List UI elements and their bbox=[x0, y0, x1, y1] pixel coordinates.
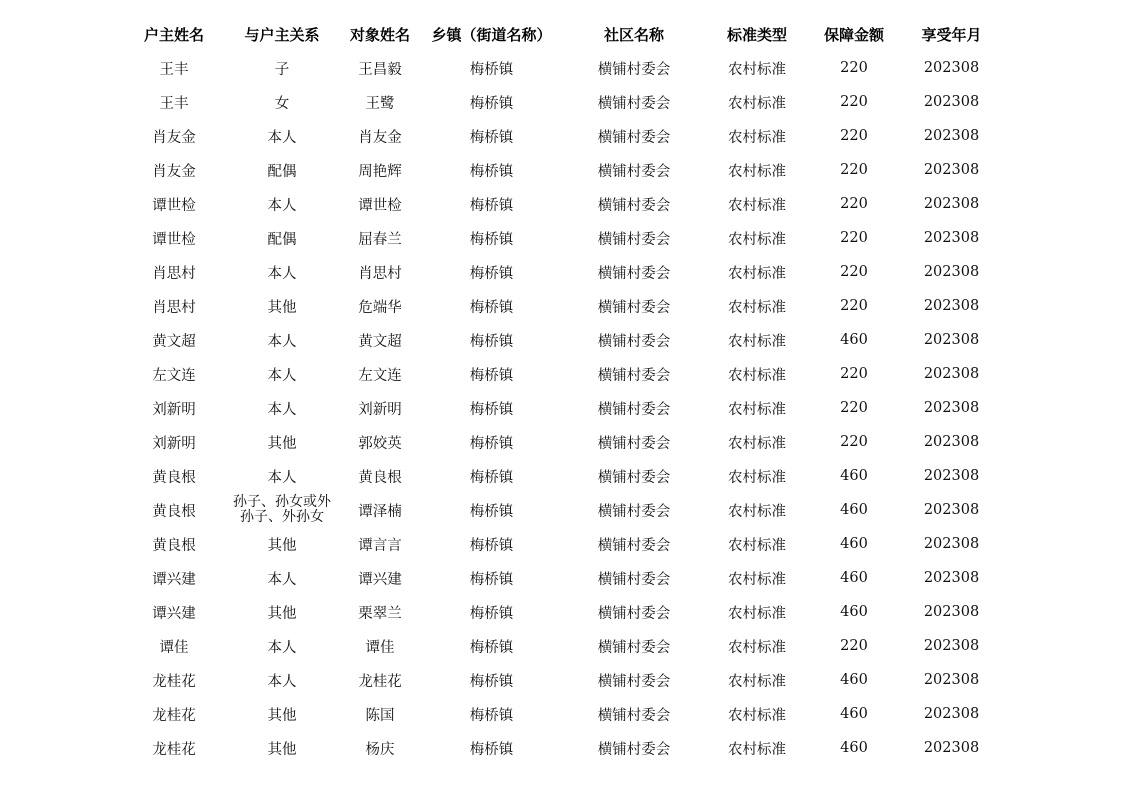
cell-township: 梅桥镇 bbox=[469, 435, 514, 452]
cell-benefit-month: 202308 bbox=[923, 196, 980, 212]
table-row bbox=[120, 119, 1000, 153]
cell-standard-type: 农村标准 bbox=[728, 741, 786, 758]
cell-subsidy-amount: 220 bbox=[840, 196, 868, 212]
header-standard-type: 标准类型 bbox=[726, 25, 787, 44]
cell-standard-type: 农村标准 bbox=[728, 61, 786, 78]
table-row bbox=[120, 51, 1000, 85]
cell-subsidy-amount: 220 bbox=[840, 638, 868, 654]
cell-subsidy-amount: 220 bbox=[840, 230, 868, 246]
cell-beneficiary-name: 谭言言 bbox=[358, 537, 402, 554]
cell-community-name: 横铺村委会 bbox=[597, 605, 671, 622]
cell-standard-type: 农村标准 bbox=[728, 503, 786, 520]
cell-relation-to-head: 其他 bbox=[267, 707, 297, 724]
table-row bbox=[120, 425, 1000, 459]
cell-relation-to-head: 孙子、孙女或外孙子、外孙女 bbox=[233, 494, 331, 525]
cell-relation-to-head: 本人 bbox=[267, 333, 297, 350]
header-benefit-month: 享受年月 bbox=[921, 25, 982, 44]
cell-benefit-month: 202308 bbox=[923, 604, 980, 620]
cell-household-head-name: 肖思村 bbox=[152, 299, 196, 316]
cell-subsidy-amount: 460 bbox=[840, 536, 868, 552]
cell-township: 梅桥镇 bbox=[469, 401, 514, 418]
cell-community-name: 横铺村委会 bbox=[597, 469, 671, 486]
cell-community-name: 横铺村委会 bbox=[597, 129, 671, 146]
roster-table bbox=[120, 17, 1000, 765]
table-row bbox=[120, 493, 1000, 527]
cell-subsidy-amount: 460 bbox=[840, 706, 868, 722]
cell-beneficiary-name: 谭佳 bbox=[365, 639, 395, 656]
cell-household-head-name: 王丰 bbox=[159, 61, 189, 78]
cell-standard-type: 农村标准 bbox=[728, 95, 786, 112]
table-row bbox=[120, 595, 1000, 629]
cell-relation-to-head: 本人 bbox=[267, 129, 297, 146]
header-household-head-name: 户主姓名 bbox=[143, 25, 204, 44]
cell-standard-type: 农村标准 bbox=[728, 673, 786, 690]
cell-relation-to-head: 本人 bbox=[267, 265, 297, 282]
cell-township: 梅桥镇 bbox=[469, 61, 514, 78]
cell-township: 梅桥镇 bbox=[469, 197, 514, 214]
cell-relation-to-head: 本人 bbox=[267, 197, 297, 214]
cell-community-name: 横铺村委会 bbox=[597, 707, 671, 724]
cell-township: 梅桥镇 bbox=[469, 231, 514, 248]
cell-relation-to-head: 其他 bbox=[267, 299, 297, 316]
cell-township: 梅桥镇 bbox=[469, 129, 514, 146]
cell-subsidy-amount: 460 bbox=[840, 332, 868, 348]
cell-township: 梅桥镇 bbox=[469, 95, 514, 112]
cell-community-name: 横铺村委会 bbox=[597, 367, 671, 384]
cell-relation-to-head: 配偶 bbox=[267, 163, 297, 180]
cell-subsidy-amount: 460 bbox=[840, 604, 868, 620]
cell-beneficiary-name: 杨庆 bbox=[365, 741, 395, 758]
table-row bbox=[120, 697, 1000, 731]
cell-beneficiary-name: 肖思村 bbox=[358, 265, 402, 282]
cell-community-name: 横铺村委会 bbox=[597, 61, 671, 78]
header-township: 乡镇（街道名称） bbox=[431, 25, 552, 44]
cell-township: 梅桥镇 bbox=[469, 299, 514, 316]
cell-household-head-name: 王丰 bbox=[159, 95, 189, 112]
cell-community-name: 横铺村委会 bbox=[597, 95, 671, 112]
cell-subsidy-amount: 220 bbox=[840, 60, 868, 76]
cell-household-head-name: 谭兴建 bbox=[152, 571, 196, 588]
table-row bbox=[120, 289, 1000, 323]
cell-relation-to-head: 本人 bbox=[267, 367, 297, 384]
cell-beneficiary-name: 谭兴建 bbox=[358, 571, 402, 588]
cell-beneficiary-name: 王鹭 bbox=[365, 95, 395, 112]
cell-household-head-name: 谭佳 bbox=[159, 639, 189, 656]
cell-beneficiary-name: 左文连 bbox=[358, 367, 402, 384]
cell-township: 梅桥镇 bbox=[469, 741, 514, 758]
cell-subsidy-amount: 460 bbox=[840, 468, 868, 484]
cell-relation-to-head: 女 bbox=[274, 95, 290, 112]
cell-household-head-name: 黄良根 bbox=[152, 503, 196, 520]
cell-beneficiary-name: 郭姣英 bbox=[358, 435, 402, 452]
cell-household-head-name: 左文连 bbox=[152, 367, 196, 384]
cell-benefit-month: 202308 bbox=[923, 264, 980, 280]
cell-benefit-month: 202308 bbox=[923, 94, 980, 110]
header-relation-to-head: 与户主关系 bbox=[244, 25, 320, 44]
cell-beneficiary-name: 谭泽楠 bbox=[358, 503, 402, 520]
cell-township: 梅桥镇 bbox=[469, 469, 514, 486]
cell-township: 梅桥镇 bbox=[469, 571, 514, 588]
table-row bbox=[120, 731, 1000, 765]
cell-benefit-month: 202308 bbox=[923, 672, 980, 688]
table-row bbox=[120, 153, 1000, 187]
cell-township: 梅桥镇 bbox=[469, 707, 514, 724]
cell-community-name: 横铺村委会 bbox=[597, 299, 671, 316]
cell-subsidy-amount: 220 bbox=[840, 128, 868, 144]
cell-beneficiary-name: 栗翠兰 bbox=[358, 605, 402, 622]
cell-household-head-name: 肖思村 bbox=[152, 265, 196, 282]
cell-township: 梅桥镇 bbox=[469, 367, 514, 384]
cell-standard-type: 农村标准 bbox=[728, 231, 786, 248]
cell-standard-type: 农村标准 bbox=[728, 435, 786, 452]
cell-township: 梅桥镇 bbox=[469, 673, 514, 690]
table-row bbox=[120, 459, 1000, 493]
cell-community-name: 横铺村委会 bbox=[597, 265, 671, 282]
cell-beneficiary-name: 危端华 bbox=[358, 299, 402, 316]
table-header bbox=[120, 17, 1000, 51]
cell-standard-type: 农村标准 bbox=[728, 197, 786, 214]
table-row bbox=[120, 187, 1000, 221]
cell-township: 梅桥镇 bbox=[469, 605, 514, 622]
cell-community-name: 横铺村委会 bbox=[597, 673, 671, 690]
cell-benefit-month: 202308 bbox=[923, 128, 980, 144]
cell-household-head-name: 肖友金 bbox=[152, 129, 196, 146]
cell-standard-type: 农村标准 bbox=[728, 401, 786, 418]
cell-benefit-month: 202308 bbox=[923, 468, 980, 484]
cell-beneficiary-name: 周艳辉 bbox=[358, 163, 402, 180]
cell-relation-to-head: 其他 bbox=[267, 605, 297, 622]
cell-household-head-name: 刘新明 bbox=[152, 435, 196, 452]
table-row bbox=[120, 323, 1000, 357]
table-row bbox=[120, 391, 1000, 425]
table-row bbox=[120, 357, 1000, 391]
cell-subsidy-amount: 220 bbox=[840, 400, 868, 416]
cell-beneficiary-name: 谭世检 bbox=[358, 197, 402, 214]
table-row bbox=[120, 527, 1000, 561]
cell-relation-to-head: 其他 bbox=[267, 741, 297, 758]
cell-beneficiary-name: 黄文超 bbox=[358, 333, 402, 350]
cell-standard-type: 农村标准 bbox=[728, 367, 786, 384]
cell-relation-to-head: 本人 bbox=[267, 469, 297, 486]
cell-beneficiary-name: 屈春兰 bbox=[358, 231, 402, 248]
cell-household-head-name: 刘新明 bbox=[152, 401, 196, 418]
cell-beneficiary-name: 肖友金 bbox=[358, 129, 402, 146]
cell-beneficiary-name: 陈国 bbox=[365, 707, 395, 724]
cell-benefit-month: 202308 bbox=[923, 332, 980, 348]
cell-benefit-month: 202308 bbox=[923, 706, 980, 722]
cell-subsidy-amount: 460 bbox=[840, 502, 868, 518]
cell-subsidy-amount: 460 bbox=[840, 740, 868, 756]
cell-relation-to-head: 本人 bbox=[267, 571, 297, 588]
table-body bbox=[120, 51, 1000, 765]
cell-relation-to-head: 其他 bbox=[267, 537, 297, 554]
cell-community-name: 横铺村委会 bbox=[597, 537, 671, 554]
cell-household-head-name: 黄良根 bbox=[152, 537, 196, 554]
header-row bbox=[120, 17, 1000, 51]
cell-subsidy-amount: 220 bbox=[840, 94, 868, 110]
table-row bbox=[120, 221, 1000, 255]
cell-household-head-name: 肖友金 bbox=[152, 163, 196, 180]
table-row bbox=[120, 629, 1000, 663]
cell-standard-type: 农村标准 bbox=[728, 639, 786, 656]
table-row bbox=[120, 561, 1000, 595]
cell-benefit-month: 202308 bbox=[923, 400, 980, 416]
cell-household-head-name: 谭世检 bbox=[152, 197, 196, 214]
cell-benefit-month: 202308 bbox=[923, 162, 980, 178]
cell-community-name: 横铺村委会 bbox=[597, 503, 671, 520]
cell-township: 梅桥镇 bbox=[469, 265, 514, 282]
cell-relation-to-head: 配偶 bbox=[267, 231, 297, 248]
cell-community-name: 横铺村委会 bbox=[597, 197, 671, 214]
cell-relation-to-head: 子 bbox=[274, 61, 290, 78]
cell-standard-type: 农村标准 bbox=[728, 163, 786, 180]
header-community-name: 社区名称 bbox=[603, 25, 664, 44]
cell-household-head-name: 龙桂花 bbox=[152, 741, 196, 758]
cell-subsidy-amount: 460 bbox=[840, 672, 868, 688]
cell-standard-type: 农村标准 bbox=[728, 571, 786, 588]
cell-community-name: 横铺村委会 bbox=[597, 571, 671, 588]
cell-beneficiary-name: 黄良根 bbox=[358, 469, 402, 486]
cell-household-head-name: 谭兴建 bbox=[152, 605, 196, 622]
cell-township: 梅桥镇 bbox=[469, 163, 514, 180]
cell-community-name: 横铺村委会 bbox=[597, 333, 671, 350]
cell-household-head-name: 龙桂花 bbox=[152, 673, 196, 690]
cell-standard-type: 农村标准 bbox=[728, 129, 786, 146]
cell-benefit-month: 202308 bbox=[923, 230, 980, 246]
cell-subsidy-amount: 220 bbox=[840, 434, 868, 450]
header-subsidy-amount: 保障金额 bbox=[823, 25, 884, 44]
cell-benefit-month: 202308 bbox=[923, 536, 980, 552]
cell-standard-type: 农村标准 bbox=[728, 707, 786, 724]
cell-benefit-month: 202308 bbox=[923, 638, 980, 654]
cell-subsidy-amount: 220 bbox=[840, 264, 868, 280]
cell-relation-to-head: 本人 bbox=[267, 401, 297, 418]
cell-relation-to-head: 本人 bbox=[267, 673, 297, 690]
cell-township: 梅桥镇 bbox=[469, 333, 514, 350]
table-row bbox=[120, 663, 1000, 697]
cell-standard-type: 农村标准 bbox=[728, 469, 786, 486]
cell-benefit-month: 202308 bbox=[923, 502, 980, 518]
cell-subsidy-amount: 460 bbox=[840, 570, 868, 586]
cell-benefit-month: 202308 bbox=[923, 60, 980, 76]
cell-standard-type: 农村标准 bbox=[728, 333, 786, 350]
header-beneficiary-name: 对象姓名 bbox=[349, 25, 410, 44]
cell-community-name: 横铺村委会 bbox=[597, 639, 671, 656]
cell-subsidy-amount: 220 bbox=[840, 298, 868, 314]
cell-benefit-month: 202308 bbox=[923, 570, 980, 586]
cell-township: 梅桥镇 bbox=[469, 537, 514, 554]
cell-community-name: 横铺村委会 bbox=[597, 741, 671, 758]
cell-benefit-month: 202308 bbox=[923, 366, 980, 382]
cell-beneficiary-name: 王昌毅 bbox=[358, 61, 402, 78]
cell-benefit-month: 202308 bbox=[923, 298, 980, 314]
cell-community-name: 横铺村委会 bbox=[597, 163, 671, 180]
cell-township: 梅桥镇 bbox=[469, 639, 514, 656]
cell-community-name: 横铺村委会 bbox=[597, 401, 671, 418]
cell-beneficiary-name: 龙桂花 bbox=[358, 673, 402, 690]
cell-beneficiary-name: 刘新明 bbox=[358, 401, 402, 418]
cell-household-head-name: 黄文超 bbox=[152, 333, 196, 350]
table-row bbox=[120, 255, 1000, 289]
cell-community-name: 横铺村委会 bbox=[597, 435, 671, 452]
table-row bbox=[120, 85, 1000, 119]
cell-standard-type: 农村标准 bbox=[728, 605, 786, 622]
cell-relation-to-head: 本人 bbox=[267, 639, 297, 656]
cell-standard-type: 农村标准 bbox=[728, 299, 786, 316]
cell-benefit-month: 202308 bbox=[923, 740, 980, 756]
cell-household-head-name: 黄良根 bbox=[152, 469, 196, 486]
cell-township: 梅桥镇 bbox=[469, 503, 514, 520]
cell-household-head-name: 龙桂花 bbox=[152, 707, 196, 724]
cell-subsidy-amount: 220 bbox=[840, 366, 868, 382]
cell-relation-to-head: 其他 bbox=[267, 435, 297, 452]
cell-community-name: 横铺村委会 bbox=[597, 231, 671, 248]
roster-sheet bbox=[120, 17, 1000, 765]
cell-standard-type: 农村标准 bbox=[728, 537, 786, 554]
cell-subsidy-amount: 220 bbox=[840, 162, 868, 178]
cell-benefit-month: 202308 bbox=[923, 434, 980, 450]
cell-standard-type: 农村标准 bbox=[728, 265, 786, 282]
cell-household-head-name: 谭世检 bbox=[152, 231, 196, 248]
